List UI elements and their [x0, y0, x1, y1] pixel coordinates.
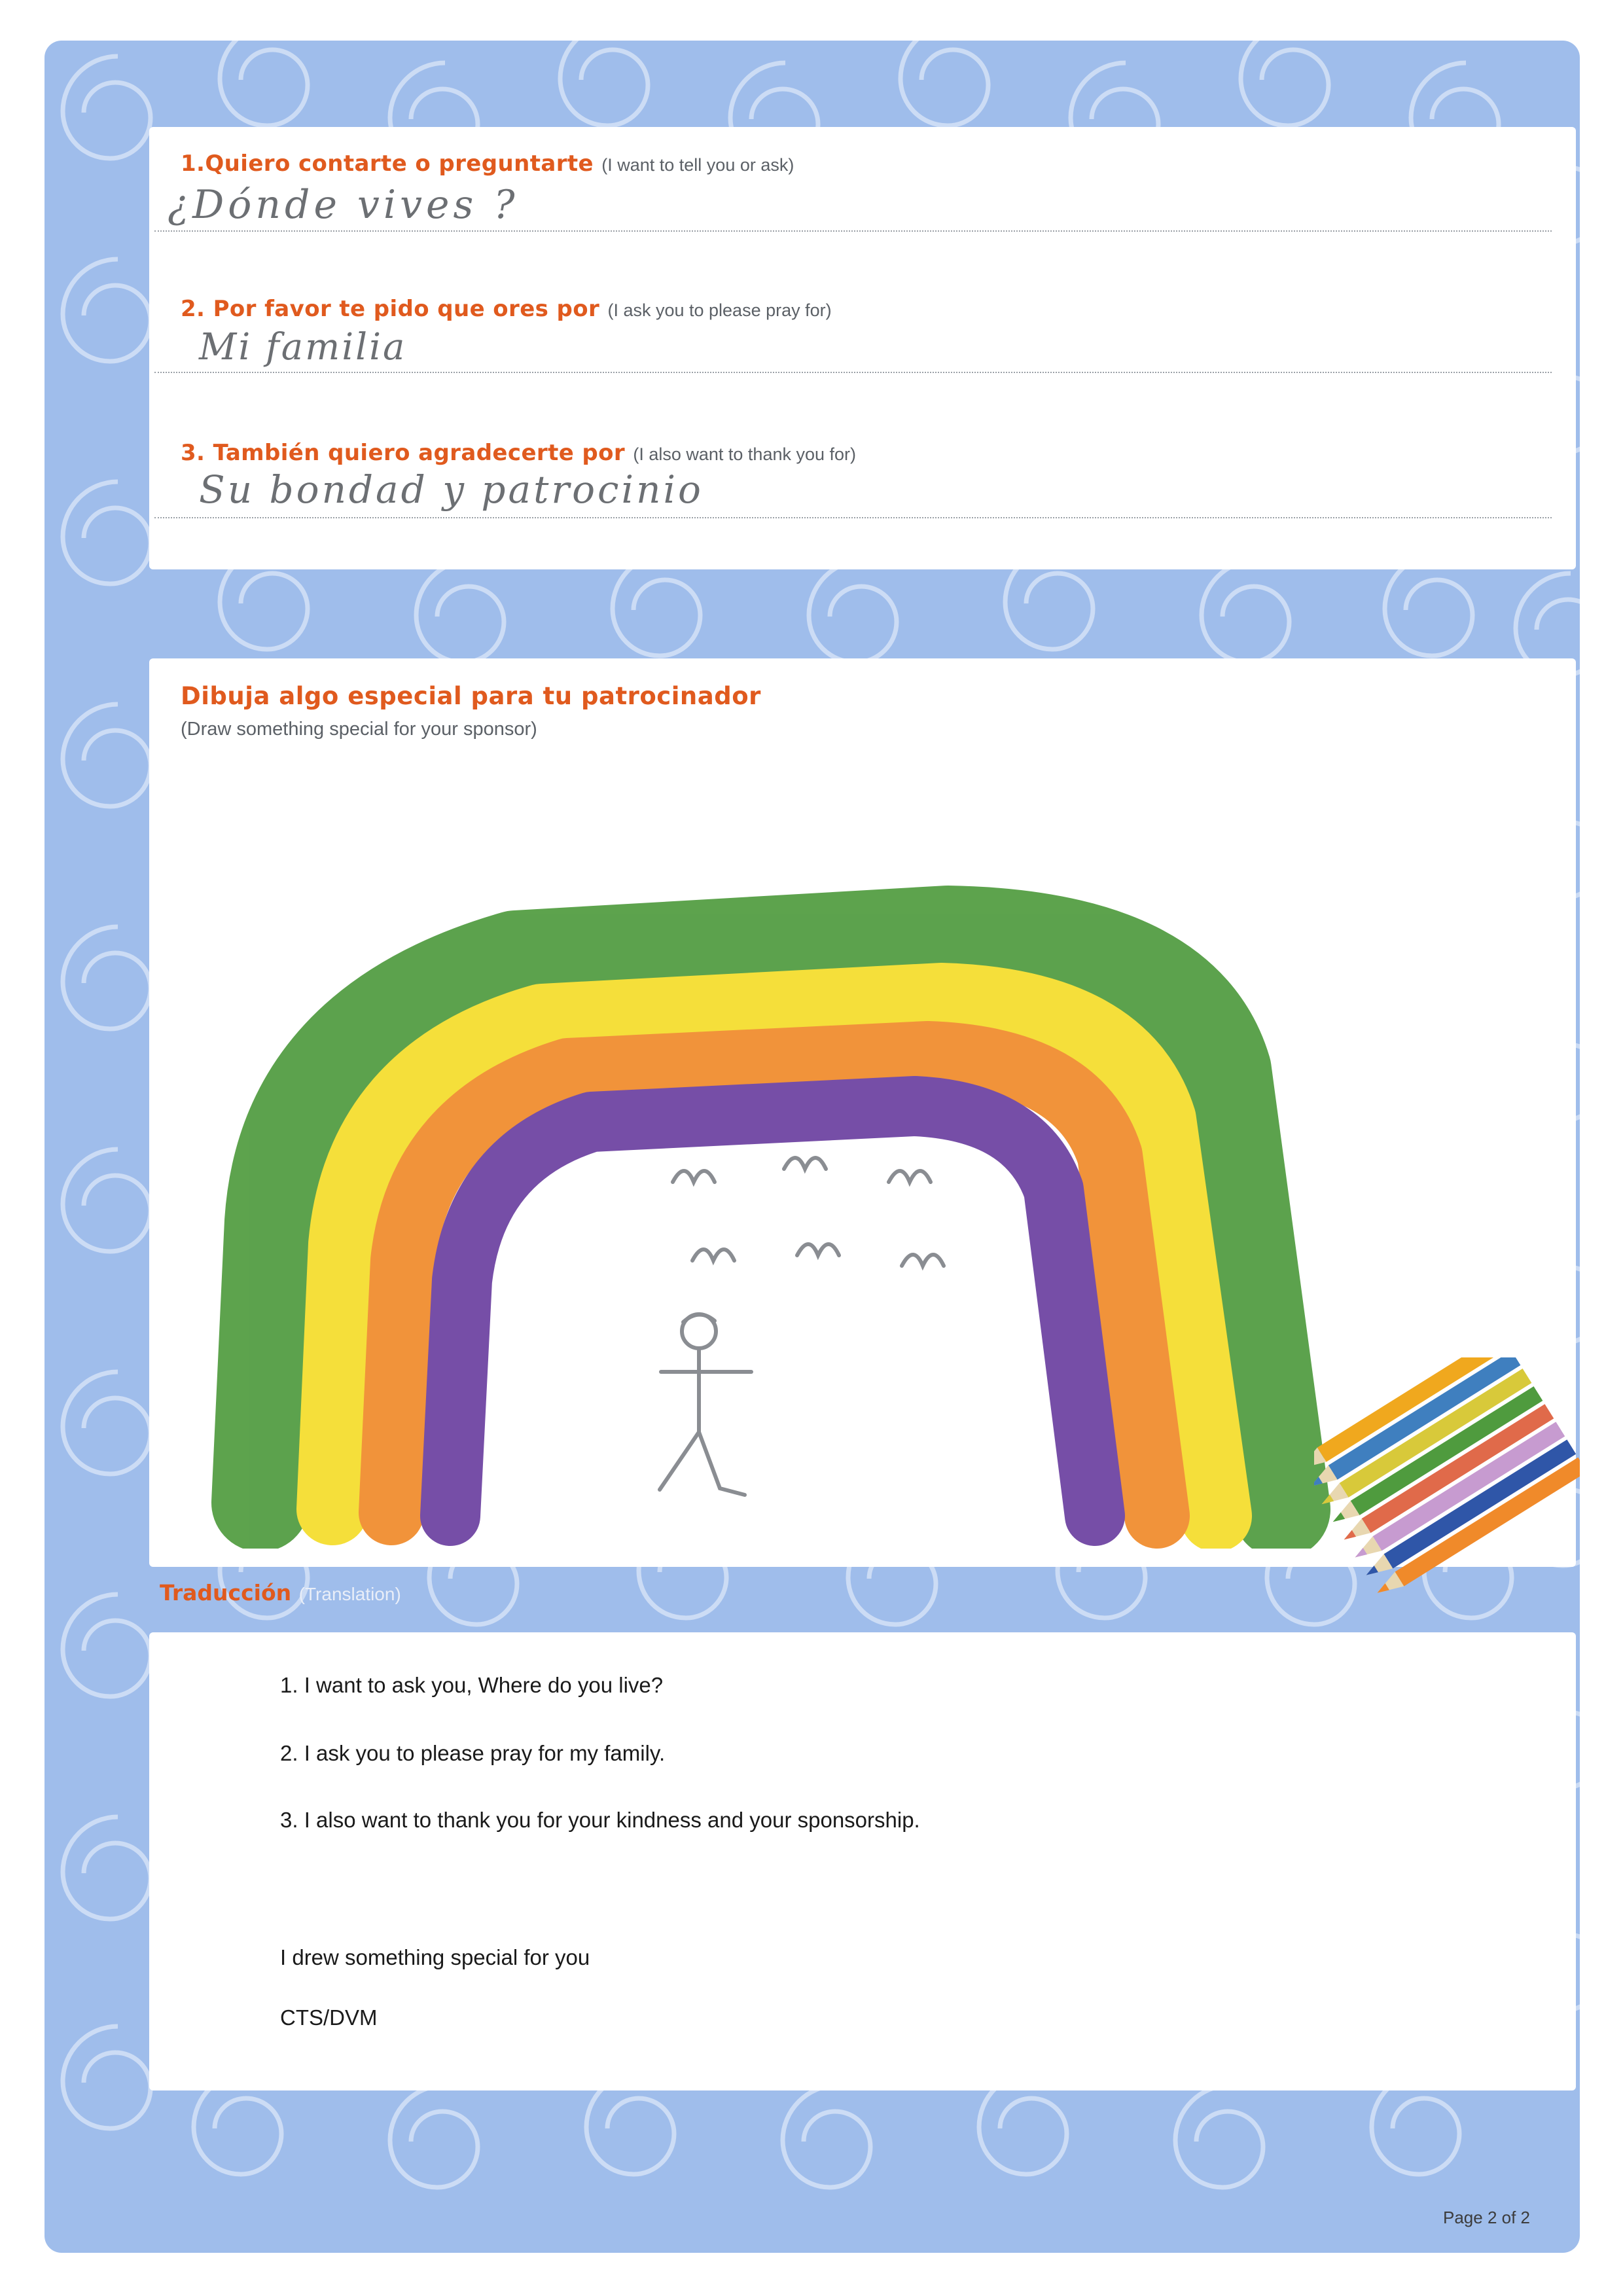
question-2-rule	[154, 372, 1552, 373]
question-1-label	[181, 151, 1548, 177]
question-1	[168, 151, 1548, 228]
question-3	[181, 440, 1548, 512]
drawing-card	[149, 658, 1576, 1567]
translation-label-en: (Translation)	[298, 1584, 401, 1604]
page-number: Page 2 of 2	[1443, 2208, 1530, 2227]
question-2	[181, 296, 1548, 368]
translation-line-1: 1. I want to ask you, Where do you live?	[280, 1673, 664, 1697]
question-3-label-es: 3. También quiero agradecerte por	[181, 440, 626, 466]
translation-line-3: 3. I also want to thank you for your kindness and your sponsorship.	[280, 1808, 920, 1832]
question-1-rule	[154, 230, 1552, 232]
question-1-answer: ¿Dónde vives ?	[168, 182, 519, 228]
question-2-label-en: (I ask you to please pray for)	[607, 300, 832, 320]
decorative-blue-border	[45, 41, 1580, 2253]
question-3-rule	[154, 517, 1552, 518]
question-2-label-es: 2. Por favor te pido que ores por	[181, 296, 600, 322]
question-3-answer: Su bondad y patrocinio	[199, 467, 704, 512]
drawing-title-en: (Draw something special for your sponsor)	[181, 719, 537, 740]
question-1-label-en: (I want to tell you or ask)	[601, 155, 794, 175]
translation-label	[160, 1580, 401, 1605]
drawing-title-es: Dibuja algo especial para tu patrocinador	[181, 682, 761, 710]
translation-card	[149, 1632, 1576, 2090]
question-1-label-es: 1.Quiero contarte o preguntarte	[181, 151, 594, 177]
colored-pencils-icon	[1314, 1357, 1580, 1593]
questions-card	[149, 127, 1576, 569]
question-3-label	[181, 440, 1548, 466]
translation-label-es: Traducción	[160, 1580, 292, 1605]
translation-line-5: CTS/DVM	[280, 2005, 378, 2030]
question-2-label	[181, 296, 1548, 322]
question-2-answer: Mi familia	[199, 326, 407, 368]
translation-line-2: 2. I ask you to please pray for my family.	[280, 1741, 666, 1765]
question-3-label-en: (I also want to thank you for)	[633, 444, 857, 464]
translation-line-4: I drew something special for you	[280, 1945, 590, 1969]
